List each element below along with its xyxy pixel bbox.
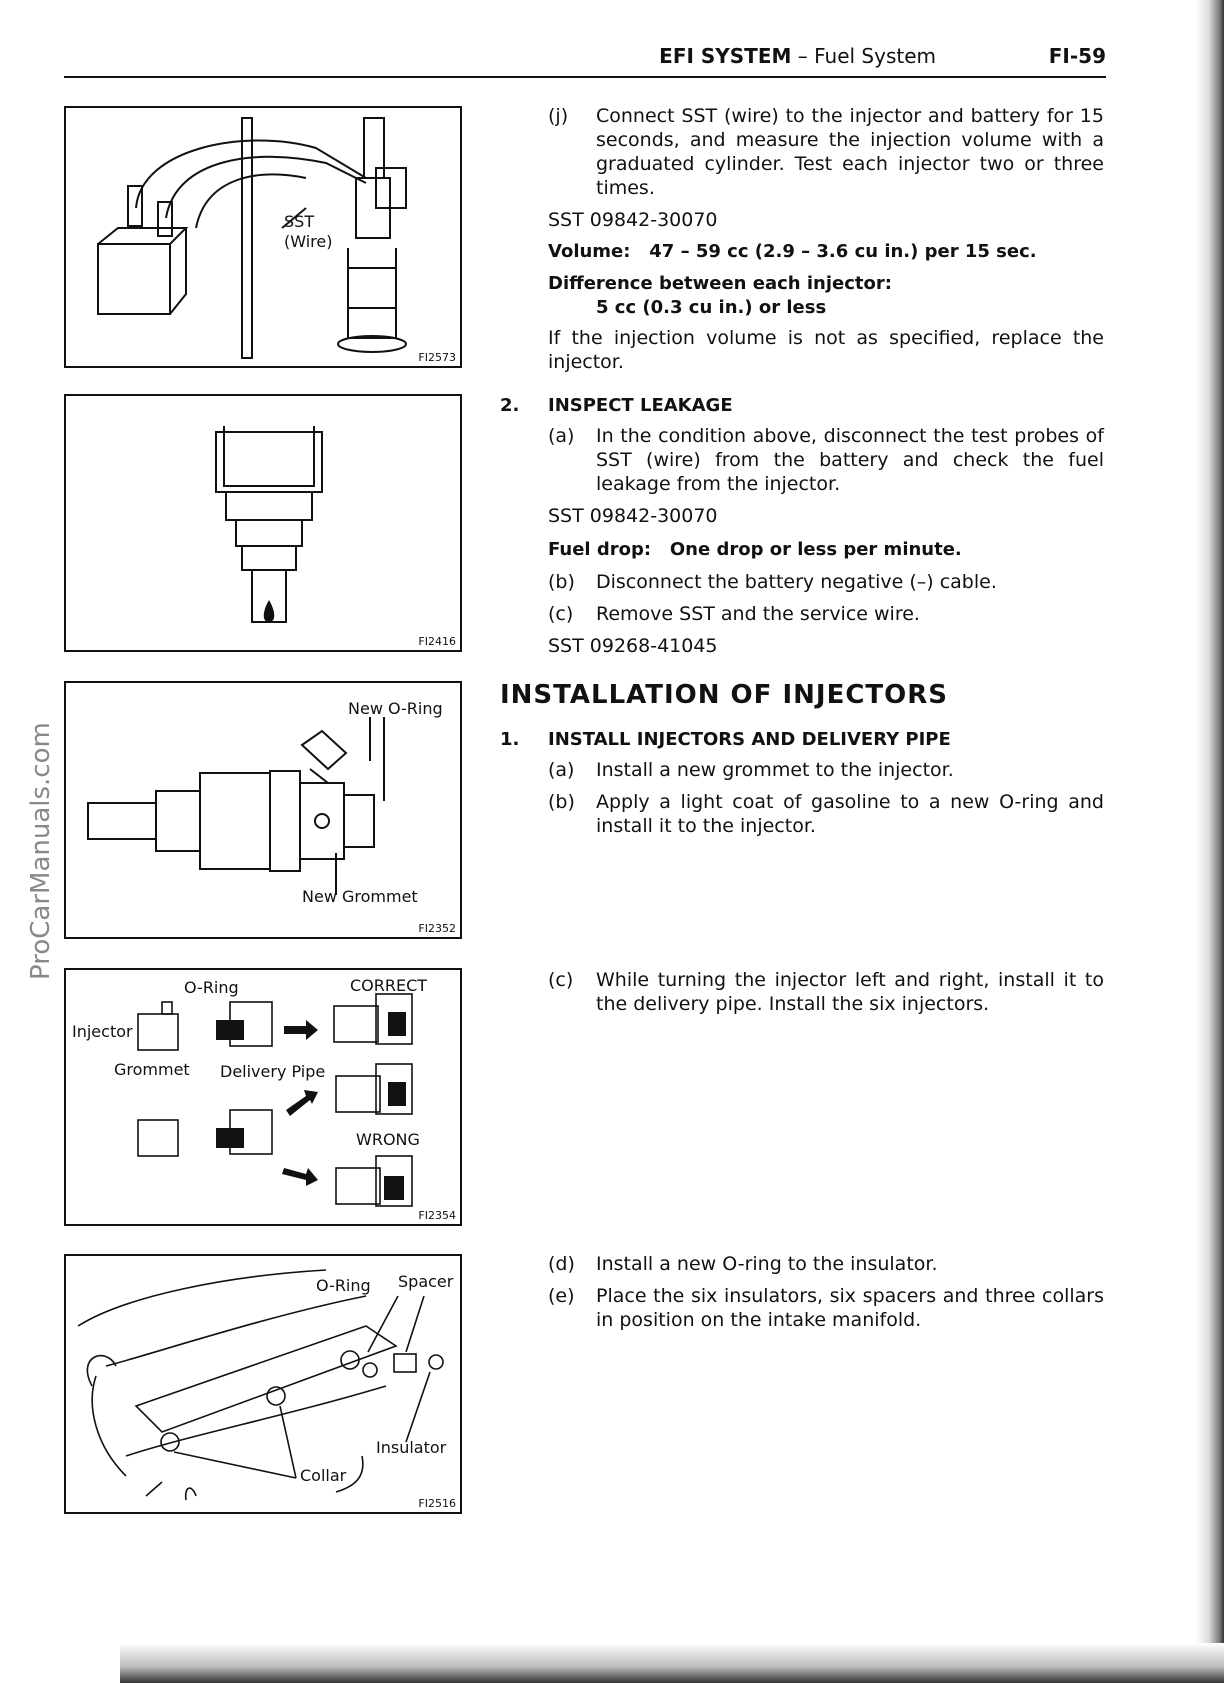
header-title: EFI SYSTEM – Fuel System xyxy=(659,44,936,68)
header-rule xyxy=(64,76,1106,78)
label-collar: Collar xyxy=(300,1466,347,1485)
label-new-o-ring: New O-Ring xyxy=(348,699,443,718)
watermark: ProCarManuals.com xyxy=(26,722,56,980)
spec-difference-value: 5 cc (0.3 cu in.) or less xyxy=(596,297,827,318)
label-insulator: Insulator xyxy=(376,1438,447,1457)
label-new-grommet: New Grommet xyxy=(302,887,418,906)
spec-fuel-drop: Fuel drop: One drop or less per minute. xyxy=(548,539,962,560)
figure-code: FI2416 xyxy=(418,635,456,648)
step-1b: (b) Apply a light coat of gasoline to a new O-ring and install it to the injector. xyxy=(548,791,1104,837)
step-1d: (d) Install a new O-ring to the insulator. xyxy=(548,1253,938,1275)
replace-note: If the injection volume is not as specified, replace the injector. xyxy=(548,327,1104,373)
figure-code: FI2573 xyxy=(418,351,456,364)
step-1c: (c) While turning the injector left and right, install it to the delivery pipe. Install the six injectors. xyxy=(548,969,1104,1015)
figure-1-drawing xyxy=(66,108,460,366)
figure-code: FI2352 xyxy=(418,922,456,935)
figure-2-drawing xyxy=(66,396,460,650)
sst-number-2: SST 09842-30070 xyxy=(548,505,718,527)
step-j: (j) Connect SST (wire) to the injector and battery for 15 seconds, and measure the injection volume with a graduated cylinder. Test each injector two or three times. xyxy=(548,105,1104,199)
label-grommet: Grommet xyxy=(114,1060,190,1079)
label-o-ring: O-Ring xyxy=(184,978,239,997)
step-1-number: 1. xyxy=(500,729,520,750)
figure-5-drawing xyxy=(66,1256,460,1512)
label-injector: Injector xyxy=(72,1022,133,1041)
figure-4-drawing xyxy=(66,970,460,1224)
label-correct: CORRECT xyxy=(350,976,428,995)
page-bottom-shadow xyxy=(120,1643,1224,1683)
sst-number-3: SST 09268-41045 xyxy=(548,635,718,657)
figure-intake-manifold xyxy=(64,1254,462,1514)
step-2-number: 2. xyxy=(500,395,520,416)
step-1e: (e) Place the six insulators, six spacers and three collars in position on the intake manifold. xyxy=(548,1285,1104,1331)
spec-difference-label: Difference between each injector: xyxy=(548,273,892,294)
page-header xyxy=(64,44,1106,74)
label-o-ring-manifold: O-Ring xyxy=(316,1276,371,1295)
step-2c: (c) Remove SST and the service wire. xyxy=(548,603,920,625)
figure-install-correct-wrong xyxy=(64,968,462,1226)
label-delivery-pipe: Delivery Pipe xyxy=(220,1062,326,1081)
sst-number: SST 09842-30070 xyxy=(548,209,718,231)
figure-code: FI2354 xyxy=(418,1209,456,1222)
page-number: FI-59 xyxy=(1048,44,1106,68)
section-title: INSTALLATION OF INJECTORS xyxy=(500,680,949,710)
figure-leakage-check xyxy=(64,394,462,652)
spec-volume: Volume: 47 – 59 cc (2.9 – 3.6 cu in.) per 15 sec. xyxy=(548,241,1037,262)
step-2b: (b) Disconnect the battery negative (–) cable. xyxy=(548,571,997,593)
figure-injector-parts xyxy=(64,681,462,939)
figure-code: FI2516 xyxy=(418,1497,456,1510)
page-edge-shadow xyxy=(1196,0,1224,1683)
step-1a: (a) Install a new grommet to the injector. xyxy=(548,759,954,781)
label-sst: SST xyxy=(284,212,315,231)
step-2a: (a) In the condition above, disconnect the test probes of SST (wire) from the battery and check the fuel leakage from the injector. xyxy=(548,425,1104,495)
label-wrong: WRONG xyxy=(356,1130,420,1149)
label-wire: (Wire) xyxy=(284,232,333,251)
figure-injection-volume-test xyxy=(64,106,462,368)
step-2-title: INSPECT LEAKAGE xyxy=(548,395,733,416)
step-1-title: INSTALL INJECTORS AND DELIVERY PIPE xyxy=(548,729,951,750)
label-spacer: Spacer xyxy=(398,1272,454,1291)
